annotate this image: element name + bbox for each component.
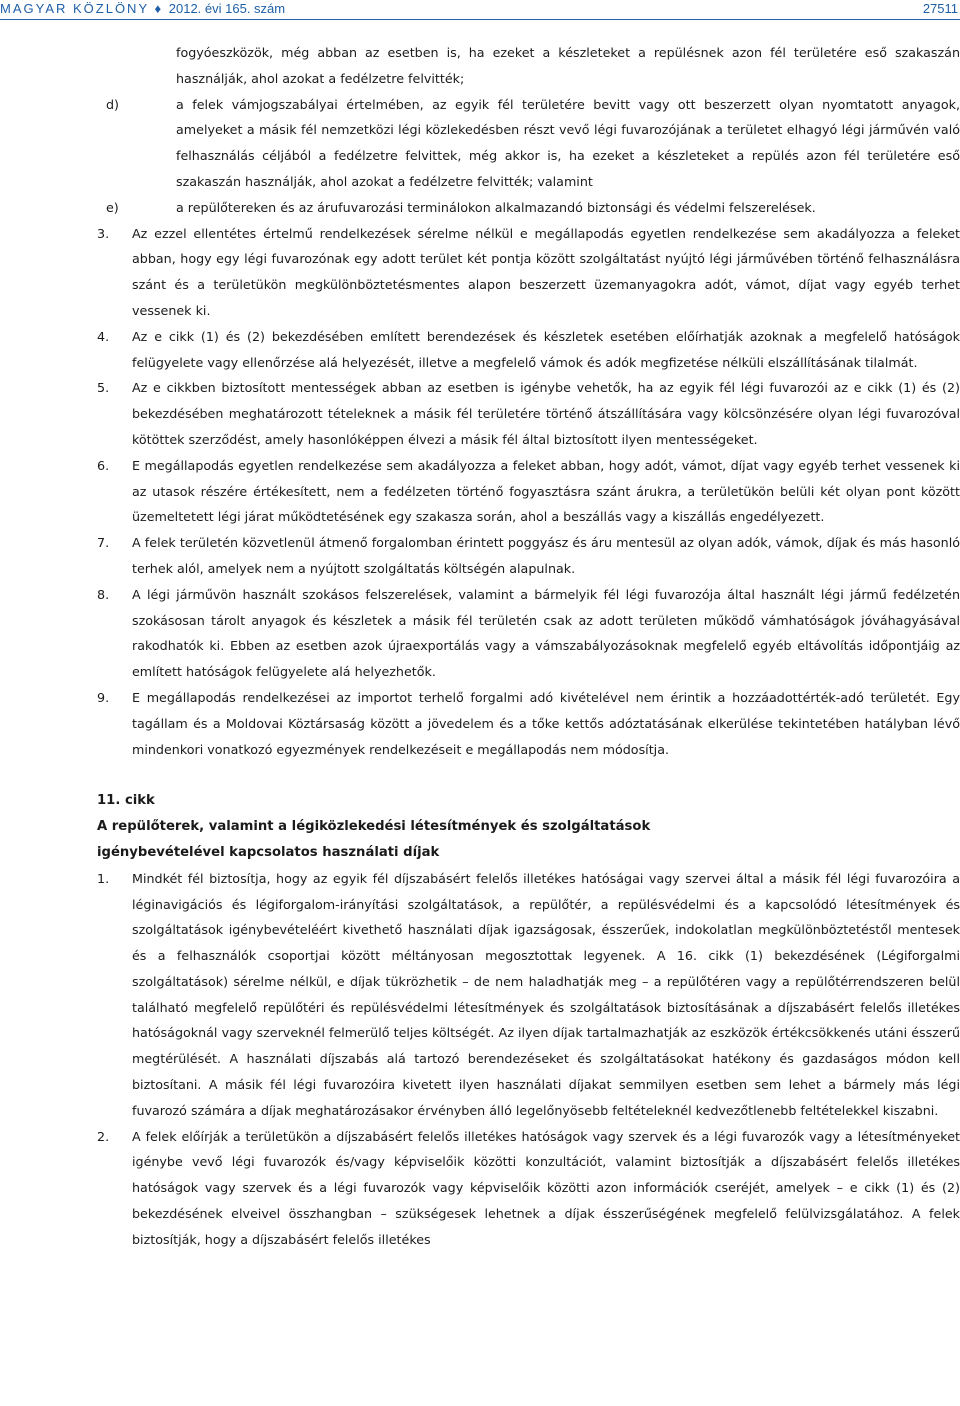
list-text: a repülőtereken és az árufuvarozási terminálokon alkalmazandó biztonsági és védelmi felszerelések. [176, 199, 816, 215]
article11-paragraph-2 [0, 1124, 960, 1253]
article-title-line-1: A repülőterek, valamint a légiközlekedési létesítmények és szolgáltatások [97, 819, 651, 835]
paragraph-text: A felek előírják a területükön a díjszabásért felelős illetékes hatóságok vagy szervek és a légi fuvarozók vagy a létesítményeket igénybe vevő légi fuvarozók és/vagy képviselőik közötti konzultációt, valamint biztosítják a díjszabásért felelős illetékes hatóságok vagy szervek és a légi fuvarozók vagy képviselőik közötti azon információk cseréjét, amelyek – e cikk (1) és (2) bekezdésének elveivel összhangban – szükségesek lehetnek a díjak ésszerűségének megfelelő felülvizsgálatához. A felek biztosítják, hogy a díjszabásért felelős illetékes [132, 1128, 960, 1247]
list-item-d [0, 92, 960, 195]
paragraph-5 [0, 375, 960, 452]
article-number: 11. cikk [97, 793, 155, 809]
paragraph-text: A felek területén közvetlenül átmenő forgalomban érintett poggyász és áru mentesül az olyan adók, vámok, díjak és más hasonló terhek alól, amelyek nem a nyújtott szolgáltatás költségén alapulnak. [132, 535, 960, 576]
document-body [0, 40, 960, 1253]
list-item-e [0, 195, 960, 221]
continuation-text: fogyóeszközök, még abban az esetben is, ha ezeket a készleteket a repülésnek azon fél területére eső szakaszán használják, ahol azokat a fedélzetre felvitték; [176, 45, 960, 86]
paragraph-number: 5. [97, 380, 110, 396]
paragraph-text: Mindkét fél biztosítja, hogy az egyik fél díjszabásért felelős illetékes hatóságai vagy szervei által a másik fél légi fuvarozóira a léginavigációs és légiforgalom-irányítási szolgáltatások, a repülőtér, a repülésvédelmi és a kapcsolódó létesítmények és szolgáltatások igénybevételéért kivethető használati díjak igazságosak, ésszerűek, indokolatlan megkülönböztetéstől mentesek és a felhasználók csoportjai között méltányosan megosztottak legyenek. A 16. cikk (1) bekezdésének (Légiforgalmi szolgáltatások) sérelme nélkül, e díjak tükrözhetik – de nem haladhatják meg – a repülőtéren vagy a repülőtérrendszeren belül található megfelelő repülőtéri és repülésvédelmi létesítmények és szolgáltatások biztosításának a díjszabásért felelős illetékes hatóságoknál vagy szerveknél felmerülő teljes költségét. Az ilyen díjak tartalmazhatják az eszközök értékcsökkenés utáni ésszerű megtérülését. A használati díjszabás alá tartozó berendezéseket és szolgáltatásokat hatékony és gazdaságos módon kell biztosítani. A másik fél légi fuvarozóira kivetett ilyen használati díjakat semmilyen esetben sem lehet a bármely más légi fuvarozó számára a díjak meghatározásakor érvényben álló legelőnyösebb feltételeknél kedvezőtlenebb feltételekkel kiszabni. [132, 870, 960, 1118]
paragraph-number: 1. [97, 870, 110, 886]
paragraph-9 [0, 685, 960, 762]
article-title-line-2: igénybevételével kapcsolatos használati díjak [97, 844, 440, 860]
paragraph-3 [0, 221, 960, 324]
header-publication: MAGYAR KÖZLÖNY [0, 1, 149, 16]
paragraph-number: 8. [97, 586, 110, 602]
header-page-number: 27511 [922, 1, 958, 16]
paragraph-number: 7. [97, 535, 110, 551]
paragraph-text: E megállapodás egyetlen rendelkezése sem akadályozza a feleket abban, hogy adót, vámot, díjat vagy egyéb terhet vessenek ki az utasok részére értékesített, nem a fedélzeten történő fogyasztásra szánt árukra, a területükön belüli két olyan pont között üzemeltetett légi járat működtetésének egy szakasza során, ahol a beszállás vagy a kiszállás engedélyezett. [132, 457, 960, 525]
article11-paragraph-1 [0, 866, 960, 1124]
paragraph-number: 6. [97, 457, 110, 473]
paragraph-text: Az ezzel ellentétes értelmű rendelkezések sérelme nélkül e megállapodás egyetlen rendelkezése sem akadályozza a feleket abban, hogy egy légi fuvarozónak egy adott terület két pontja között szolgáltatást nyújtó légi járművében történő felhasználásra szánt és a területükön megkülönböztetésmentes alapon beszerzett üzemanyagokra adót, vámot, díjat vagy egyéb terhet vessenek ki. [132, 225, 960, 318]
paragraph-4 [0, 324, 960, 376]
list-text: a felek vámjogszabályai értelmében, az egyik fél területére bevitt vagy ott beszerzett olyan nyomtatott anyagok, amelyeket a másik fél nemzetközi légi közlekedésben részt vevő légi fuvarozójának a területet elhagyó légi járművén való felhasználás céljából a fedélzetre felvittek, még akkor is, ha ezeket a készleteket a repülés azon fél területére eső szakaszán használják, ahol azokat a fedélzetre felvitték; valamint [176, 96, 960, 189]
paragraph-6 [0, 453, 960, 530]
paragraph-text: E megállapodás rendelkezései az importot terhelő forgalmi adó kivételével nem érintik a hozzáadottérték-adó területét. Egy tagállam és a Moldovai Köztársaság között a jövedelem és a tőke kettős adóztatásának elkerülése tekintetében hatályban lévő mindenkori vonatkozó egyezmények rendelkezéseit e megállapodás nem módosítja. [132, 689, 960, 757]
paragraph-number: 3. [97, 225, 110, 241]
paragraph-text: Az e cikk (1) és (2) bekezdésében említett berendezések és készletek esetében előírhatják azoknak a megfelelő hatóságok felügyelete vagy ellenőrzése alá helyezését, illetve a megfelelő vámok és adók megfizetése nélküli elszállításának tilalmát. [132, 328, 960, 370]
paragraph-number: 4. [97, 328, 110, 344]
paragraph-number: 9. [97, 689, 110, 705]
paragraph-number: 2. [97, 1128, 110, 1144]
paragraph-8 [0, 582, 960, 685]
paragraph-text: Az e cikkben biztosított mentességek abban az esetben is igénybe vehetők, ha az egyik fél légi fuvarozói az e cikk (1) és (2) bekezdésében meghatározott tételeknek a másik fél területére történő átszállítására vagy kölcsönzésére olyan légi fuvarozóval kötöttek szerződést, amely hasonlóképpen élvezi a másik fél által biztosított ilyen mentességeket. [132, 380, 960, 447]
header-issue: 2012. évi 165. szám [168, 1, 286, 16]
list-label: d) [106, 96, 120, 112]
list-label: e) [106, 199, 119, 215]
header-rule [0, 19, 960, 20]
page-header [0, 0, 960, 20]
paragraph-text: A légi járművön használt szokásos felszerelések, valamint a bármelyik fél légi fuvarozója által használt légi jármű fedélzetén szokásosan tárolt anyagok és készletek a másik fél területén csak az adott területen működő vámhatóságok jóváhagyásával rakodhatók ki. Ebben az esetben azok újraexportálás vagy a vámszabályozásoknak megfelelő egyéb eltávolítás időpontjáig az említett hatóságok felügyelete alá helyezhetők. [132, 586, 960, 680]
paragraph-7 [0, 530, 960, 582]
header-publication-issue: MAGYAR KÖZLÖNY ♦ 2012. évi 165. szám [0, 1, 286, 16]
